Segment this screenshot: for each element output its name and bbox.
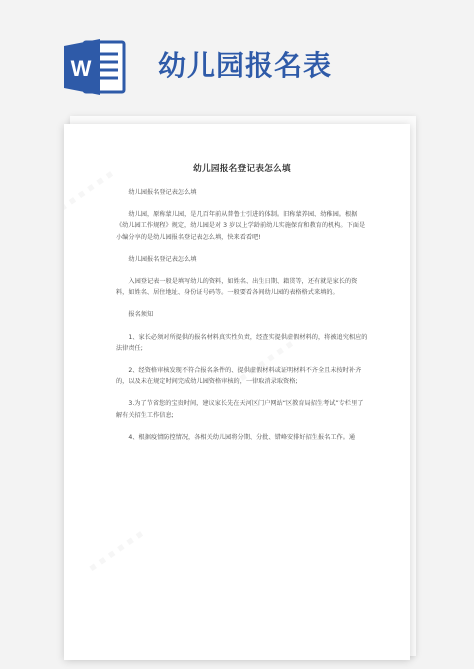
paragraph: 2、经资格审核发现不符合报名条件的、提供虚假材料或证明材料不齐全且未按时补齐的，以及未在规定时间完成幼儿园资格审核的，一律取消录取资格;: [116, 367, 362, 386]
watermark-decoration: [64, 167, 116, 214]
word-document-icon: [62, 36, 128, 98]
paragraph: 4、根据疫情防控情况，各相关幼儿园将分期、分批、错峰安排好招生报名工作。通: [128, 433, 356, 441]
paragraph: 幼儿园报名登记表怎么填: [128, 255, 197, 263]
svg-text:W: W: [70, 56, 92, 81]
paragraph: 1、家长必须对所提供的报名材料真实性负责，经查实提供虚假材料的，将被追究相应的法律责任;: [116, 333, 368, 352]
watermark-decoration: [86, 527, 146, 574]
header-banner: [0, 0, 474, 125]
paragraph: 3.为了节省您的宝贵时间，建议家长先在天河区门户网站“区教育局招生考试”专栏里了解有关招生工作信息;: [116, 400, 364, 419]
paragraph: 幼儿园，原称蒙儿园，是几百年前从普鲁士引进的体制。旧称蒙养园、幼稚园。根据《幼儿园工作规程》规定，幼儿园是对 3 岁以上学龄前幼儿实施保育和教育的机构。下面是小编分享的是幼儿园报名登记表怎么填，快来看看吧!: [116, 211, 366, 241]
document-content: [116, 162, 368, 454]
section-heading: 报名须知: [128, 311, 154, 319]
paragraph: 入园登记表一般是填写幼儿的资料，如姓名、出生日期、籍贯等，还有就是家长的资料，如姓名、居住地址、身份证号码等。一般要看各间幼儿园的表格格式来填的。: [116, 278, 358, 297]
document-heading: 幼儿园报名表: [158, 49, 333, 82]
document-page: [64, 124, 410, 660]
paragraph: 幼儿园报名登记表怎么填: [128, 189, 197, 196]
document-title: 幼儿园报名登记表怎么填: [193, 164, 291, 174]
